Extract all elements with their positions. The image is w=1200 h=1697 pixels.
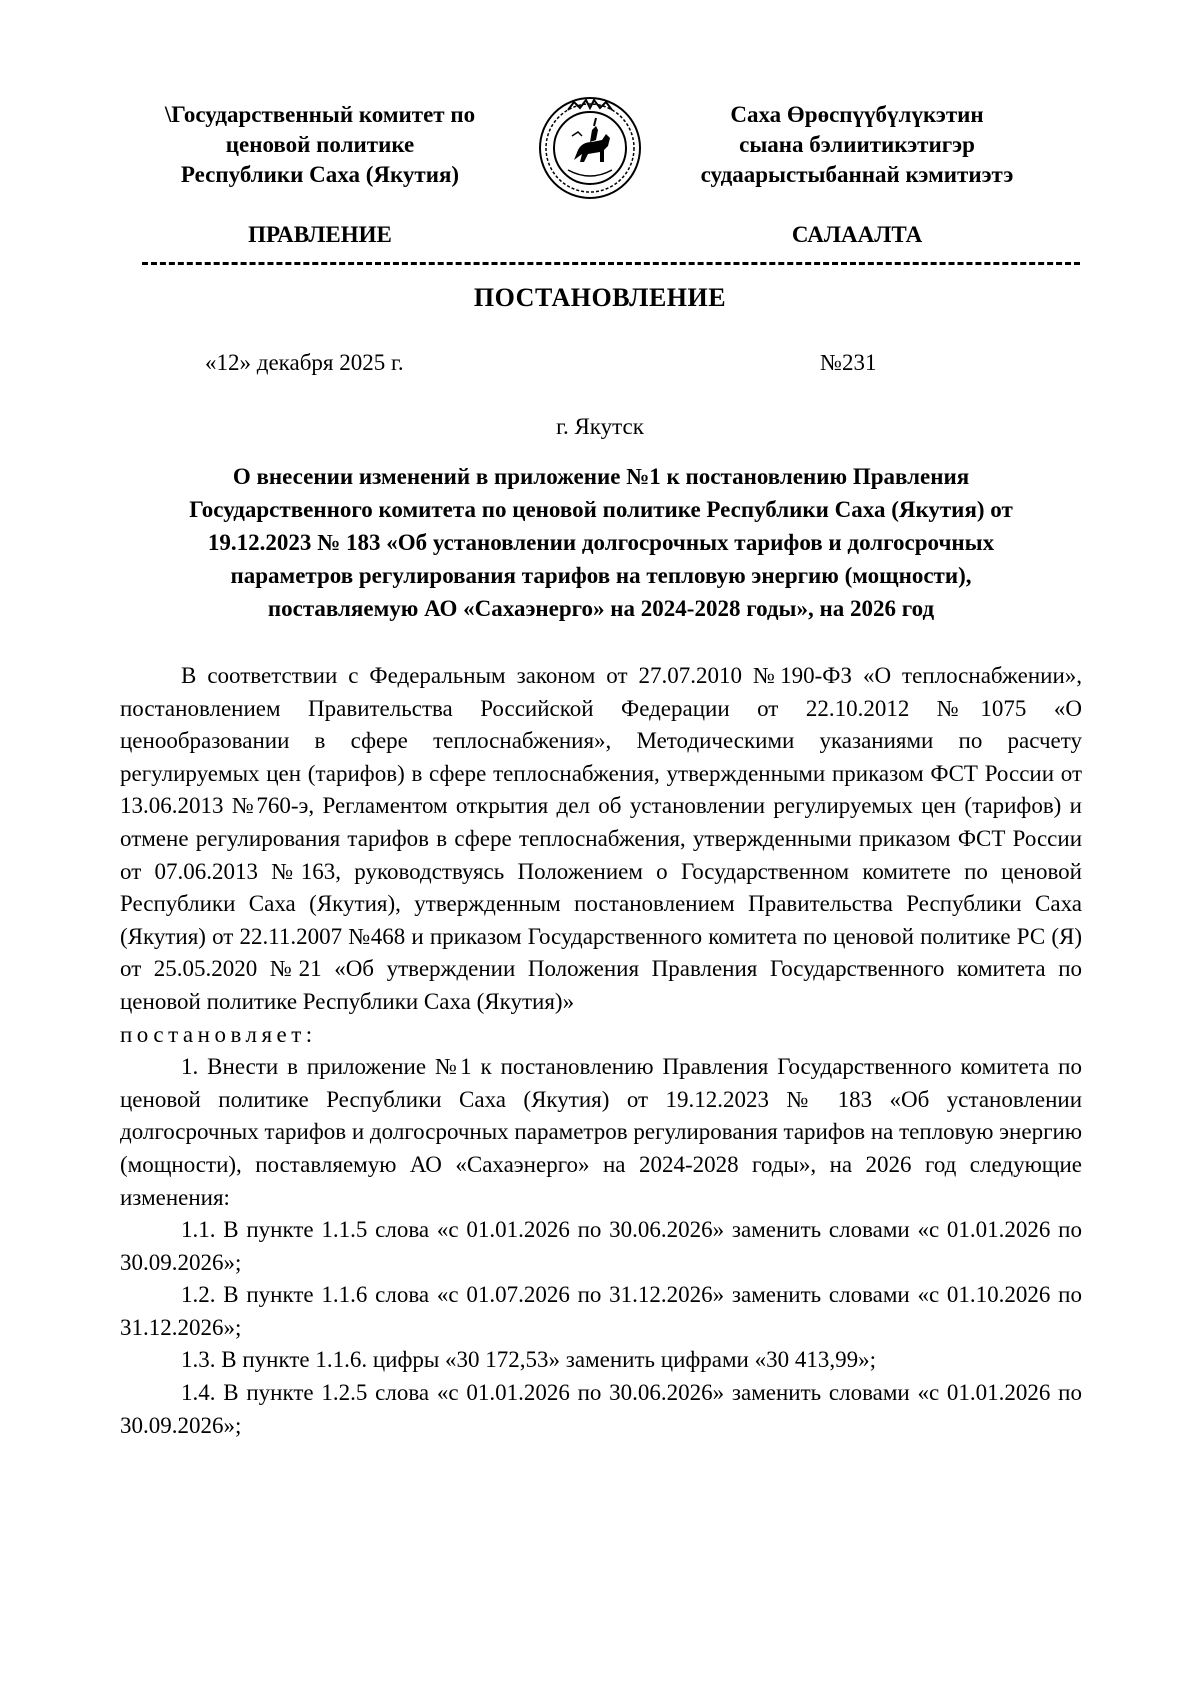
document-date: «12» декабря 2025 г. xyxy=(205,350,404,375)
city-label: г. Якутск xyxy=(556,414,644,439)
header-left-line: \Государственный комитет по xyxy=(164,102,476,127)
yakutia-coat-of-arms-icon xyxy=(538,96,642,200)
document-number: №231 xyxy=(820,350,877,375)
header-right-line: Саха Өрөспүүбүлүкэтин xyxy=(730,102,984,127)
subject-line: О внесении изменений в приложение №1 к постановлению Правления xyxy=(232,464,970,489)
subject-line: поставляемую АО «Сахаэнерго» на 2024-2028 годы», на 2026 год xyxy=(267,596,935,621)
item-1-paragraph: 1. Внести в приложение №1 к постановлению Правления Государственного комитета по ценовой политике Республики Саха (Якутия) от 19.12.2023 № 183 «Об установлении долгосрочных тарифов и долгосрочных параметров регулирования тарифов на тепловую энергию (мощности), поставляемую АО «Сахаэнерго» на 2024-2028 годы», на 2026 год следующие изменения: xyxy=(120,1054,1082,1210)
subject-line: параметров регулирования тарифов на тепловую энергию (мощности), xyxy=(230,563,972,588)
document-type-title: ПОСТАНОВЛЕНИЕ xyxy=(473,283,727,312)
header-left-line: Республики Саха (Якутия) xyxy=(180,162,460,187)
item-1-1-paragraph: 1.1. В пункте 1.1.5 слова «с 01.01.2026 по 30.06.2026» заменить словами «с 01.01.2026 по 30.09.2026»; xyxy=(120,1217,1082,1275)
committee-name-yakut xyxy=(672,100,1042,190)
header-right-line: судаарыстыбаннай кэмитиэтэ xyxy=(700,162,1014,187)
document-body xyxy=(120,660,1082,1442)
preamble-paragraph: В соответствии с Федеральным законом от 27.07.2010 №190-ФЗ «О теплоснабжении», постановлением Правительства Российской Федерации от 22.10.2012 №1075 «О ценообразовании в сфере теплоснабжения», Методическими указаниями по расчету регулируемых цен (тарифов) в сфере теплоснабжения, утвержденными приказом ФСТ России от 13.06.2013 №760-э, Регламентом открытия дел об установлении регулируемых цен (тарифов) и отмене регулирования тарифов в сфере теплоснабжения, утвержденными приказом ФСТ России от 07.06.2013 №163, руководствуясь Положением о Государственном комитете по ценовой Республики Саха (Якутия), утвержденным постановлением Правительства Республики Саха (Якутия) от 22.11.2007 №468 и приказом Государственного комитета по ценовой политике РС (Я) от 25.05.2020 №21 «Об утверждении Положения Правления Государственного комитета по ценовой политике Республики Саха (Якутия)» xyxy=(120,663,1082,1014)
header-right-line: сыана бэлиитикэтигэр xyxy=(739,132,975,157)
item-1-3-paragraph: 1.3. В пункте 1.1.6. цифры «30 172,53» заменить цифрами «30 413,99»; xyxy=(181,1347,877,1373)
document-subject xyxy=(120,460,1082,625)
header-left-line: ценовой политике xyxy=(225,132,415,157)
subject-line: 19.12.2023 № 183 «Об установлении долгосрочных тарифов и долгосрочных xyxy=(207,530,995,555)
board-label-russian: ПРАВЛЕНИЕ xyxy=(248,222,392,247)
item-1-2-paragraph: 1.2. В пункте 1.1.6 слова «с 01.07.2026 по 31.12.2026» заменить словами «с 01.10.2026 по 31.12.2026»; xyxy=(120,1282,1082,1340)
committee-name-russian xyxy=(120,100,520,190)
board-label-yakut: САЛААЛТА xyxy=(791,222,923,247)
subject-line: Государственного комитета по ценовой политике Республики Саха (Якутия) от xyxy=(189,497,1013,522)
decree-word: постановляет: xyxy=(120,1021,317,1047)
document-city xyxy=(0,414,1200,440)
header-divider xyxy=(142,262,1080,265)
item-1-4-paragraph: 1.4. В пункте 1.2.5 слова «с 01.01.2026 по 30.06.2026» заменить словами «с 01.01.2026 по 30.09.2026»; xyxy=(120,1380,1082,1438)
